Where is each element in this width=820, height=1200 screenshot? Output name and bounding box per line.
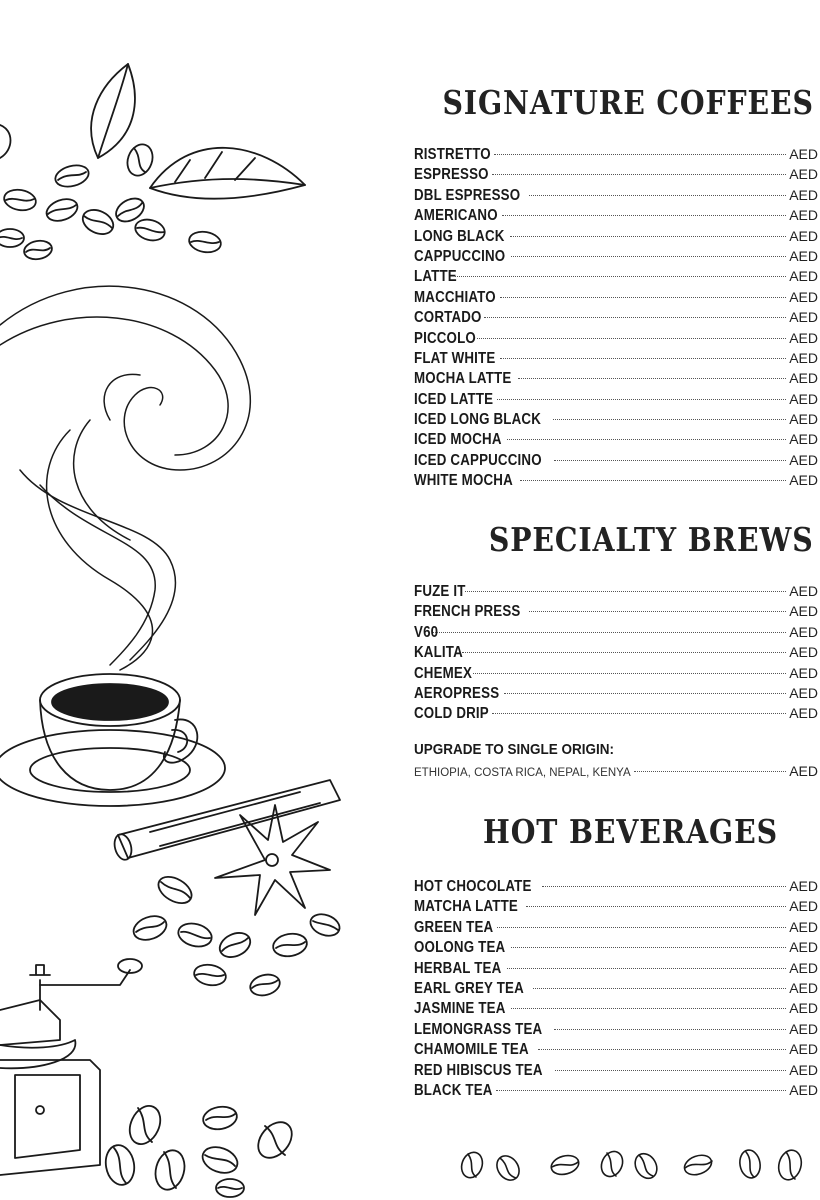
dot-leader [494,154,786,155]
menu-item-name: CHAMOMILE TEA [414,1041,529,1059]
menu-item [414,581,818,601]
menu-item [414,450,818,470]
dot-leader [500,297,786,298]
menu-item-price: AED [789,583,818,599]
menu-item [414,876,818,896]
menu-item [414,409,818,429]
menu-item-name: ICED CAPPUCCINO [414,451,542,469]
menu-item-price: AED [789,918,818,935]
menu-item [414,185,818,205]
menu-item [414,1019,818,1039]
coffee-grinder-icon [0,959,142,1175]
upgrade-row [414,762,818,782]
menu-item-name: LATTE [414,268,457,286]
menu-item [414,917,818,937]
menu-item-name: FRENCH PRESS [414,603,521,621]
section-title-hot-beverages: HOT BEVERAGES [483,812,778,851]
coffee-bean-icon [597,1148,626,1180]
dot-leader [507,439,786,440]
menu-item-name: AMERICANO [414,207,498,225]
menu-item [414,389,818,409]
menu-item [414,601,818,621]
menu-item [414,663,818,683]
signature-coffees-list [414,144,818,491]
dot-leader [473,673,787,674]
menu-item [414,429,818,449]
coffee-bean-icon [458,1149,486,1180]
coffee-bean-icon [631,1150,661,1183]
dot-leader [538,1049,786,1050]
dot-leader [511,947,786,948]
menu-item-name: OOLONG TEA [414,939,506,957]
menu-item-price: AED [789,207,818,224]
dot-leader [502,215,786,216]
menu-item-price: AED [789,146,818,162]
menu-item-name: RISTRETTO [414,146,491,163]
coffee-bean-icon [738,1148,763,1179]
dot-leader [634,771,787,772]
menu-item-price: AED [789,472,818,489]
menu-item-name: MACCHIATO [414,288,496,306]
dot-leader [477,338,786,339]
coffee-bean-icon [682,1152,714,1178]
menu-item [414,998,818,1018]
dot-leader [492,713,786,714]
menu-item-price: AED [789,1020,818,1037]
dot-leader [542,886,787,887]
menu-item-price: AED [789,939,818,956]
cinnamon-stick-icon [112,780,340,862]
menu-item [414,1060,818,1080]
dot-leader [553,419,787,420]
menu-item-name: HERBAL TEA [414,959,502,977]
menu-item-price: AED [789,451,818,468]
menu-item [414,703,818,723]
coffee-bean-icon [0,141,222,261]
menu-item-name: HOT CHOCOLATE [414,878,532,895]
coffee-bean-icon [775,1148,804,1183]
menu-item-price: AED [789,390,818,407]
menu-item [414,896,818,916]
menu-item-price: AED [789,166,818,183]
steam-swirl-icon [0,286,250,670]
menu-item-price: AED [789,349,818,366]
dot-leader [497,927,786,928]
menu-item [414,1080,818,1100]
menu-item-name: ESPRESSO [414,166,489,184]
menu-item-price: AED [789,705,818,722]
menu-item [414,266,818,286]
dot-leader [507,968,787,969]
menu-item-price: AED [789,268,818,285]
coffee-cup-icon [0,674,225,806]
dot-leader [484,317,787,318]
menu-item-price: AED [789,309,818,326]
menu-item-price: AED [789,370,818,387]
menu-item-name: BLACK TEA [414,1081,493,1099]
menu-item-name: KALITA [414,644,463,662]
upgrade-origins: ETHIOPIA, COSTA RICA, NEPAL, KENYA [414,767,631,779]
menu-item-name: MATCHA LATTE [414,898,518,916]
menu-item [414,164,818,184]
dot-leader [500,358,787,359]
dot-leader [554,1029,786,1030]
menu-item-price: AED [789,623,818,640]
menu-item-name: DBL ESPRESSO [414,186,521,204]
menu-item [414,226,818,246]
dot-leader [496,1090,786,1091]
section-title-specialty-brews: SPECIALTY BREWS [489,520,814,559]
menu-item [414,978,818,998]
menu-item [414,307,818,327]
menu-item-name: PICCOLO [414,329,476,347]
menu-item-price: AED [789,288,818,305]
menu-item [414,246,818,266]
menu-item [414,937,818,957]
dot-leader [554,460,787,461]
coffee-leaves-icon [0,64,305,199]
menu-item-price: AED [789,329,818,346]
coffee-illustration [0,0,400,1200]
menu-item [414,348,818,368]
menu-item-name: RED HIBISCUS TEA [414,1061,543,1079]
menu-item [414,287,818,307]
menu-item-name: CAPPUCCINO [414,247,506,265]
menu-item-price: AED [789,411,818,428]
menu-item-name: EARL GREY TEA [414,979,524,997]
menu-item [414,328,818,348]
star-anise-icon [215,805,330,915]
section-title-signature-coffees: SIGNATURE COFFEES [442,83,814,122]
dot-leader [520,480,786,481]
menu-item-name: COLD DRIP [414,705,489,723]
menu-item-price: AED [789,431,818,448]
menu-item-name: JASMINE TEA [414,1000,506,1018]
menu-item [414,205,818,225]
dot-leader [533,988,786,989]
menu-item [414,1039,818,1059]
coffee-bean-row [450,1140,820,1190]
dot-leader [511,1008,786,1009]
dot-leader [529,611,786,612]
dot-leader [529,195,787,196]
menu-item-price: AED [789,959,818,976]
menu-item-price: AED [789,684,818,701]
menu-item [414,622,818,642]
dot-leader [433,632,786,633]
menu-item-price: AED [789,1000,818,1017]
coffee-bean-icon [549,1153,581,1178]
dot-leader [518,378,786,379]
menu-item-price: AED [789,1041,818,1058]
menu-item-name: FUZE IT [414,583,466,600]
coffee-bean-icon [492,1152,523,1185]
menu-item-price: AED [789,664,818,681]
menu-item-price: AED [789,1081,818,1098]
menu-item-name: AEROPRESS [414,684,500,702]
menu-item-name: GREEN TEA [414,918,494,936]
menu-item [414,683,818,703]
menu-item-name: ICED LATTE [414,390,494,408]
menu-item-name: V60 [414,623,439,641]
dot-leader [465,591,786,592]
menu-item-price: AED [789,979,818,996]
dot-leader [526,906,786,907]
menu-item-price: AED [789,186,818,203]
menu-item-price: AED [789,603,818,620]
dot-leader [555,1070,787,1071]
dot-leader [462,652,786,653]
menu-item-name: LONG BLACK [414,227,505,245]
specialty-brews-list [414,581,818,724]
menu-item-price: AED [789,898,818,915]
upgrade-title: UPGRADE TO SINGLE ORIGIN: [414,741,615,758]
menu-item-name: ICED MOCHA [414,431,502,449]
menu-item-name: FLAT WHITE [414,349,496,367]
dot-leader [492,174,786,175]
menu-item-price: AED [789,1061,818,1078]
menu-item [414,368,818,388]
menu-item-name: LEMONGRASS TEA [414,1020,543,1038]
dot-leader [511,256,786,257]
coffee-bean-icon [103,1101,299,1197]
upgrade-price: AED [789,763,818,779]
menu-item [414,144,818,164]
menu-item-price: AED [789,227,818,244]
coffee-bean-icon [130,871,342,998]
menu-item [414,642,818,662]
menu-item-name: MOCHA LATTE [414,370,512,388]
menu-item-name: ICED LONG BLACK [414,411,541,429]
menu-item-price: AED [789,247,818,264]
menu-item [414,470,818,490]
menu-item-name: WHITE MOCHA [414,472,513,490]
dot-leader [510,236,786,237]
menu-item-price: AED [789,644,818,661]
menu-item-name: CORTADO [414,309,482,327]
menu-item-name: CHEMEX [414,664,473,682]
menu-item [414,958,818,978]
hot-beverages-list [414,876,818,1100]
dot-leader [504,693,786,694]
menu-item-price: AED [789,878,818,894]
dot-leader [455,276,786,277]
dot-leader [497,399,786,400]
